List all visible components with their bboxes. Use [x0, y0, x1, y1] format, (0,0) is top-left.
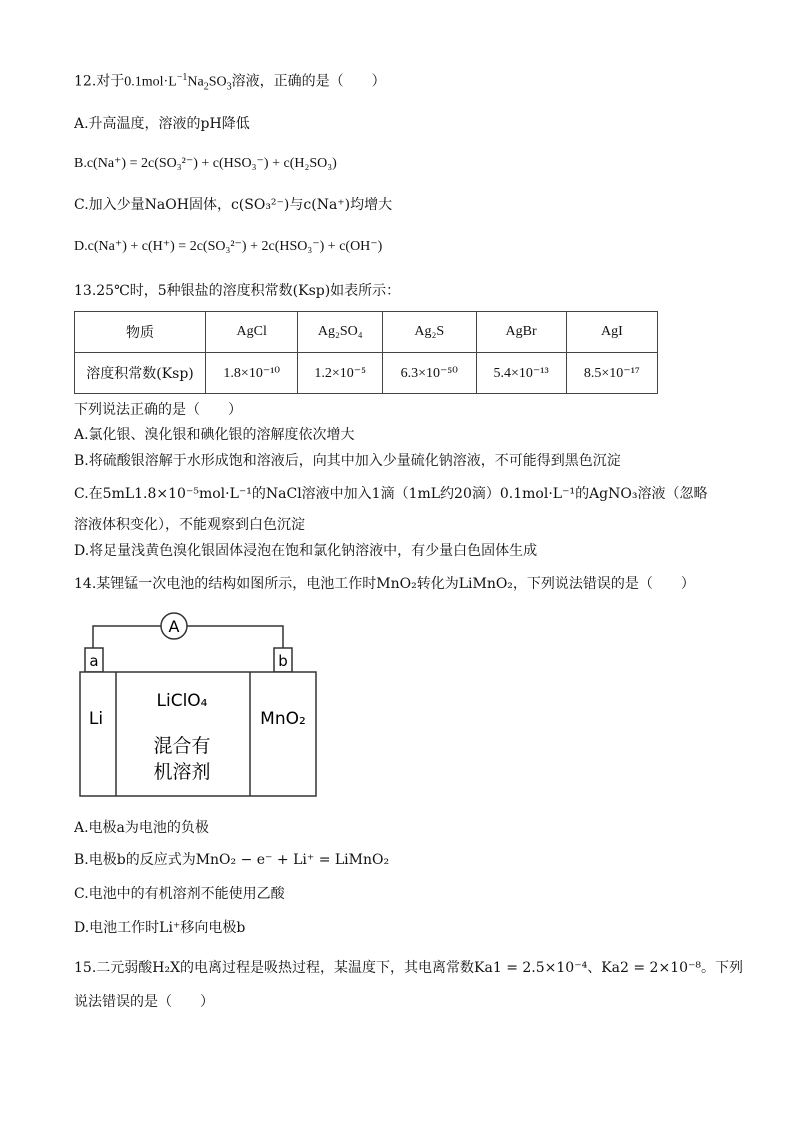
solvent-label-line1: 混合有 — [153, 735, 211, 757]
table-row — [75, 353, 658, 394]
q14-stem: 14.某锂锰一次电池的结构如图所示，电池工作时MnO₂转化为LiMnO₂，下列说法错误的是（ ） — [74, 576, 695, 592]
q12-option-a: A.升高温度，溶液的pH降低 — [74, 116, 250, 132]
q12-stem-prefix: 12.对于 — [74, 73, 125, 90]
q12-formula-so: SO — [208, 74, 227, 90]
q12-concentration-sup: −1 — [176, 72, 188, 83]
q12-formula-na: Na — [187, 74, 204, 90]
q12-option-d: D.c(Na⁺) + c(H⁺) = 2c(SO₃²⁻) + 2c(HSO₃⁻) + c(OH⁻) — [74, 239, 383, 254]
q12-concentration: 0.1mol·L — [124, 74, 177, 90]
q13-option-a: A.氯化银、溴化银和碘化银的溶解度依次增大 — [74, 427, 355, 443]
q13-stem: 13.25℃时，5种银盐的溶度积常数(Ksp)如表所示： — [74, 283, 401, 299]
table-cell-substance: AgBr — [476, 312, 566, 353]
q12-option-c: C.加入少量NaOH固体，c(SO₃²⁻)与c(Na⁺)均增大 — [74, 197, 393, 213]
table-cell-substance: AgI — [566, 312, 657, 353]
table-cell-substance: Ag₂S — [382, 312, 476, 353]
q12-option-b: B.c(Na⁺) = 2c(SO₃²⁻) + c(HSO₃⁻) + c(H₂SO₃) — [74, 156, 337, 171]
q14-option-a: A.电极a为电池的负极 — [74, 820, 209, 836]
q13-option-c-line1: C.在5mL1.8×10⁻⁵mol·L⁻¹的NaCl溶液中加入1滴（1mL约20滴）0.1mol·L⁻¹的AgNO₃溶液（忽略 — [74, 486, 708, 502]
q13-option-c-line2: 溶液体积变化），不能观察到白色沉淀 — [74, 517, 305, 533]
ammeter-label: A — [168, 617, 180, 636]
table-header-ksp: 溶度积常数(Ksp) — [75, 353, 206, 394]
q13-option-b: B.将硫酸银溶解于水形成饱和溶液后，向其中加入少量硫化钠溶液，不可能得到黑色沉淀 — [74, 453, 621, 469]
q13-option-d: D.将足量浅黄色溴化银固体浸泡在饱和氯化钠溶液中，有少量白色固体生成 — [74, 543, 538, 559]
q13-prompt: 下列说法正确的是（ ） — [74, 402, 242, 418]
ksp-table — [74, 311, 658, 394]
q14-option-b: B.电极b的反应式为MnO₂ − e⁻ + Li⁺ = LiMnO₂ — [74, 852, 390, 868]
q12-stem — [74, 68, 386, 97]
table-cell-ksp: 1.8×10⁻¹⁰ — [206, 353, 298, 394]
electrolyte-label: LiClO₄ — [156, 691, 208, 711]
q15-stem-line2: 说法错误的是（ ） — [74, 994, 214, 1010]
table-cell-ksp: 1.2×10⁻⁵ — [298, 353, 383, 394]
table-cell-substance: Ag₂SO₄ — [298, 312, 383, 353]
q12-formula-sub1: 2 — [203, 81, 209, 93]
q14-option-c: C.电池中的有机溶剂不能使用乙酸 — [74, 886, 285, 902]
table-cell-ksp: 8.5×10⁻¹⁷ — [566, 353, 657, 394]
table-cell-ksp: 6.3×10⁻⁵⁰ — [382, 353, 476, 394]
table-cell-substance: AgCl — [206, 312, 298, 353]
q14-option-d: D.电池工作时Li⁺移向电极b — [74, 920, 246, 936]
mno2-electrode-label: MnO₂ — [260, 709, 306, 729]
q12-stem-suffix: 溶液，正确的是（ ） — [231, 73, 386, 90]
q12-formula-sub2: 3 — [226, 81, 232, 93]
battery-diagram — [74, 610, 334, 800]
solvent-label-line2: 机溶剂 — [153, 761, 211, 783]
li-electrode-label: Li — [88, 709, 104, 729]
q15-stem-line1: 15.二元弱酸H₂X的电离过程是吸热过程，某温度下，其电离常数Ka1 = 2.5×10⁻⁴、Ka2 = 2×10⁻⁸。下列 — [74, 960, 744, 976]
electrode-b-label: b — [278, 652, 288, 670]
electrode-a-label: a — [89, 652, 99, 670]
table-cell-ksp: 5.4×10⁻¹³ — [476, 353, 566, 394]
table-header-substance: 物质 — [75, 312, 206, 353]
table-row — [75, 312, 658, 353]
